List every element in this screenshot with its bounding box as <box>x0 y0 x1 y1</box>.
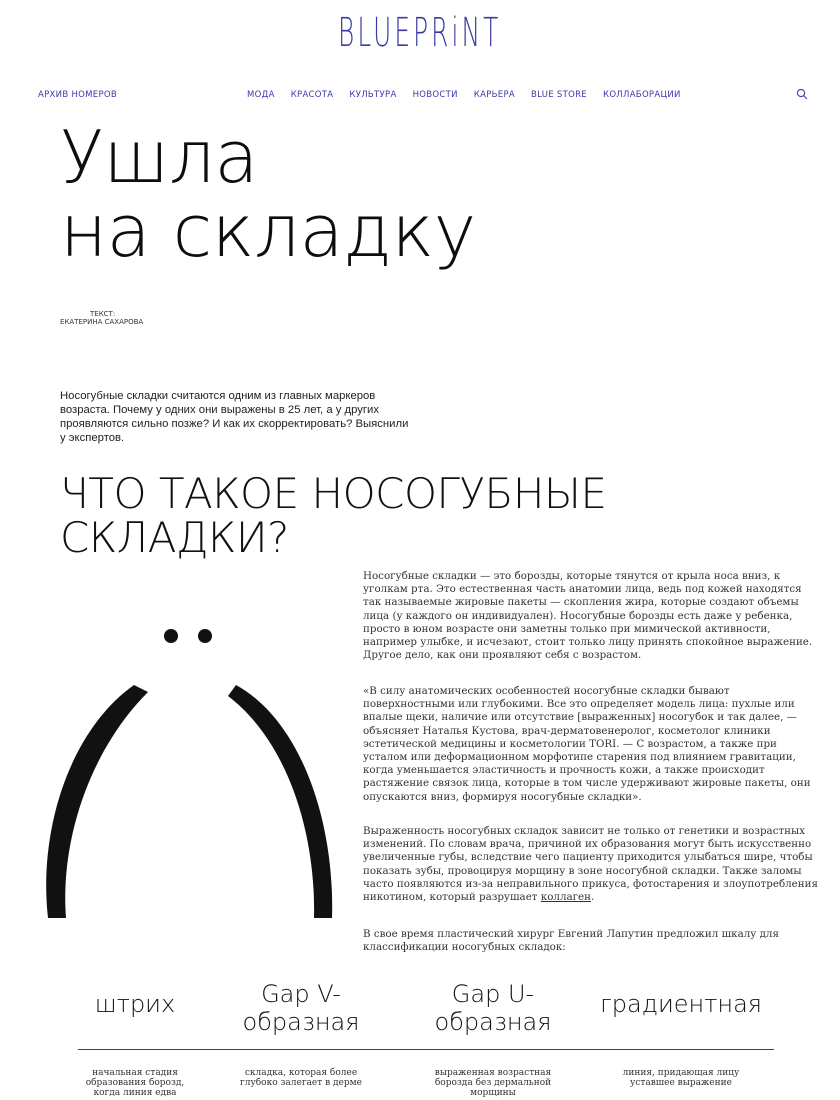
scale-label-gradient: градиентная <box>599 990 763 1018</box>
nav-item-career[interactable]: КАРЬЕРА <box>473 90 515 100</box>
search-icon[interactable] <box>796 88 808 100</box>
nav-item-collaborations[interactable]: КОЛЛАБОРАЦИИ <box>602 90 681 100</box>
collagen-link[interactable]: коллаген <box>540 891 591 904</box>
site-logo[interactable]: BLUEPRiNT <box>338 10 502 56</box>
scale-desc-gap-v: складка, которая более глубоко залегает в дерме <box>240 1068 362 1088</box>
scale-label-gap-v: Gap V-образная <box>242 980 360 1036</box>
nav-item-culture[interactable]: КУЛЬТУРА <box>349 90 397 100</box>
paragraph-4: В свое время пластический хирург Евгений Лапутин предложил шкалу для классификации носогубных складок: <box>363 928 779 954</box>
article-lead: Носогубные складки считаются одним из главных маркеров возраста. Почему у одних они выражены в 25 лет, а у других проявляются сильно позже? И как их скорректировать? Выяснили у экспертов. <box>60 390 409 444</box>
scale-desc-gradient: линия, придающая лицу уставшее выражение <box>622 1068 740 1088</box>
nav-item-beauty[interactable]: КРАСОТА <box>290 90 334 100</box>
archive-link[interactable]: АРХИВ НОМЕРОВ <box>38 90 117 100</box>
byline <box>60 310 143 326</box>
paragraph-2: «В силу анатомических особенностей носогубные складки бывают поверхностными или глубокими. Все это определяет модель лица: пухлые или впалые щеки, наличие или отсутствие [выраженных] носогубок и так далее, — объясняет Наталья Кустова, врач-дерматовенеролог, косметолог клиники эстетической медицины и косметологии TORI. — С возрастом, а также при усталом или деформационном морфотипе старения под влиянием гравитации, когда уменьшается эластичность и прочность кожи, а также происходит растяжение связок лица, которые в том числе удерживают жировые пакеты, они опускаются вниз, формируя носогубные складки». <box>363 685 811 803</box>
nav-item-news[interactable]: НОВОСТИ <box>412 90 458 100</box>
scale-label-gap-u: Gap U-образная <box>434 980 552 1036</box>
paragraph-3: Выраженность носогубных складок зависит не только от генетики и возрастных изменений. По словам врача, причиной их образования могут быть искусственно увеличенные губы, вследствие чего пациенту приходится улыбаться шире, чтобы показать зубы, провоцируя морщину в зоне носогубной складки. Также заломы часто появляются из-за неправильного прикуса, фотостарения и злоупотребления никотином, который разрушает коллаген. <box>363 825 818 904</box>
article-title: Ушла на складку <box>60 115 476 273</box>
main-nav <box>247 90 697 100</box>
scale-label-stroke: штрих <box>94 990 176 1018</box>
paragraph-1: Носогубные складки — это борозды, которые тянутся от крыла носа вниз, к уголкам рта. Это естественная часть анатомии лица, ведь под кожей находятся так называемые жировые пакеты — скопления жира, которые создают объемы лица (у каждого он индивидуален). Носогубные борозды есть даже у ребенка, просто в юном возрасте они заметны только при мимической активности, например улыбке, и исчезают, стоит только лицу принять спокойное выражение. Другое дело, как они проявляют себя с возрастом. <box>363 570 813 662</box>
face-illustration <box>30 610 350 920</box>
scale-divider <box>78 1049 774 1050</box>
byline-label: ТЕКСТ: <box>90 310 116 318</box>
nav-item-fashion[interactable]: МОДА <box>247 90 275 100</box>
nav-item-blue-store[interactable]: BLUE STORE <box>530 90 587 100</box>
byline-author[interactable]: ЕКАТЕРИНА САХАРОВА <box>60 318 144 326</box>
section-heading: ЧТО ТАКОЕ НОСОГУБНЫЕ СКЛАДКИ? <box>60 469 607 562</box>
scale-desc-stroke: начальная стадия образования борозд, когда линия едва <box>85 1068 185 1098</box>
scale-desc-gap-u: выраженная возрастная борозда без дермальной морщины <box>434 1068 552 1098</box>
